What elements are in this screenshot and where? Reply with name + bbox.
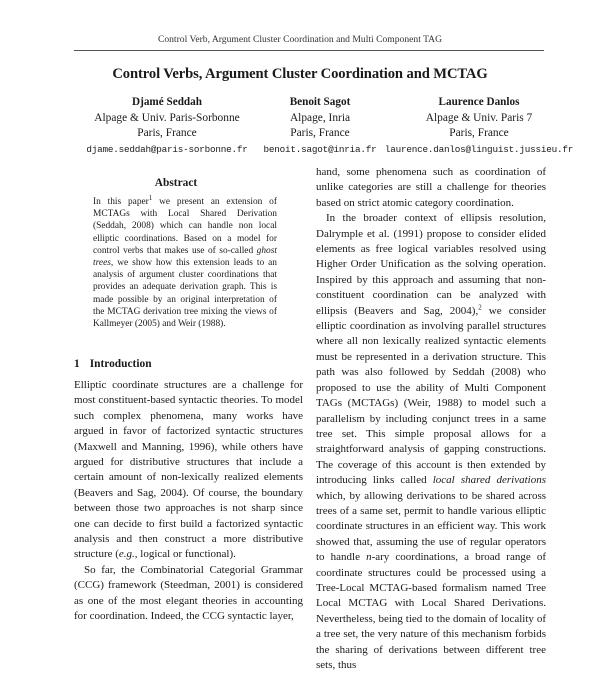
author-location: Paris, France <box>290 127 350 139</box>
author-affiliation: Alpage, Inria <box>289 111 351 124</box>
author-email[interactable]: djame.seddah@paris-sorbonne.fr <box>86 143 248 155</box>
abstract-text-part: , we show how this extension leads to an analysis of argument cluster coordinations that provides an adequate derivation graph. This is made possible by an original interpretation of the MCTAG derivation tree mixing the views of Kallmeyer (2005) and Weir (1988). <box>93 258 277 330</box>
section-heading <box>74 358 304 370</box>
author-email[interactable]: benoit.sagot@inria.fr <box>263 143 377 155</box>
section-number: 1 <box>74 358 80 370</box>
abstract-emphasis: ghost trees <box>93 245 277 269</box>
emphasis: local shared derivations <box>432 474 546 487</box>
paragraph-text: In the broader context of ellipsis resolution, Dalrymple et al. (1991) propose to consider elided elements as free logical variables resolved using Higher Order Unification as the solving operation. Inspired by this approach and assuming that non-constituent coordination can be analyzed with ellipsis (Beavers and Sag, 2004), <box>316 212 546 317</box>
header-rule <box>74 50 544 51</box>
abstract-text-part: we present an extension of MCTAGs with Local Shared Derivation (Seddah, 2008) which can handle non local elliptic coordinations. Based on a model for control verbs that makes use of so-called <box>93 197 277 256</box>
author-block <box>366 95 592 157</box>
author-affiliation: Alpage & Univ. Paris 7 <box>425 111 533 124</box>
introduction-body <box>74 378 303 625</box>
author-name: Djamé Seddah <box>132 96 202 108</box>
author-name: Benoit Sagot <box>289 96 351 108</box>
footnote-marker[interactable]: 1 <box>148 193 153 202</box>
paragraph <box>316 211 546 673</box>
emphasis: e.g. <box>118 548 135 561</box>
paragraph-text: hand, some phenomena such as coordination of unlike categories are still a challenge for theories based on strict atomic category coordination. <box>316 166 546 209</box>
abstract-heading: Abstract <box>154 177 198 189</box>
author-affiliation: Alpage & Univ. Paris-Sorbonne <box>94 111 240 124</box>
math-symbol: n <box>366 551 372 564</box>
abstract-text <box>93 193 277 330</box>
paragraph-text: So far, the Combinatorial Categorial Grammar (CCG) framework (Steedman, 2001) is considered as one of the most elegant theories in accounting for coordination. Indeed, the CCG syntactic layer, <box>74 563 303 623</box>
section-title: Introduction <box>89 358 152 370</box>
paragraph-text: , logical or functional). <box>134 548 236 561</box>
running-head: Control Verb, Argument Cluster Coordination and Multi Component TAG <box>157 34 443 45</box>
abstract-text-part: In this paper <box>93 197 149 207</box>
author-email[interactable]: laurence.danlos@linguist.jussieu.fr <box>384 143 574 155</box>
paragraph-text: Elliptic coordinate structures are a challenge for most constituent-based syntactic theories. To model such complex phenomena, many works have argued in favor of factorized syntactic structures (Maxwell and Manning, 1996), while others have argued for distributive structures that include a certain amount of non-lexically realized elements (Beavers and Sag, 2004). Of course, the boundary between those two approaches is not sharp since one can decide to first build a factorized syntactic analysis and then construct a more distributive structure ( <box>74 379 303 561</box>
author-location: Paris, France <box>137 127 197 139</box>
author-block <box>64 95 270 157</box>
paragraph-text: we consider elliptic coordination as involving parallel structures where all non lexically realized syntactic elements must be represented in a derivation structure. This path was also followed by Seddah (2008) who proposed to use the ability of Multi Component TAGs (MCTAGs) (Weir, 1988) to model such a parallelism by including conjunct trees in a same tree set. This simple proposal allows for a straightforward analysis of gapping constructions. The coverage of this account is then extended by introducing links called <box>316 304 546 487</box>
paragraph <box>74 378 303 563</box>
footnote-marker[interactable]: 2 <box>478 303 482 311</box>
paragraph <box>316 165 546 211</box>
right-column <box>316 165 546 673</box>
paper-title: Control Verbs, Argument Cluster Coordination and MCTAG <box>112 66 488 82</box>
paragraph-text: -ary coordinations, a broad range of coordinate structures could be processed using a Tree-Local MCTAG-based formalism named Tree Local MCTAG with Local Shared Derivations. Nevertheless, being tied to the domain of locality of a tree set, the very nature of this mechanism forbids the sharing of derivations between different tree sets, thus <box>316 551 546 671</box>
paragraph <box>74 563 303 625</box>
author-name: Laurence Danlos <box>438 96 520 108</box>
author-location: Paris, France <box>449 127 509 139</box>
paragraph-text: which, by allowing derivations to be shared across trees of a same set, permit to handle various elliptic coordinate structures in an efficient way. This work showed that, assuming the use of regular operators to handle <box>316 489 546 564</box>
